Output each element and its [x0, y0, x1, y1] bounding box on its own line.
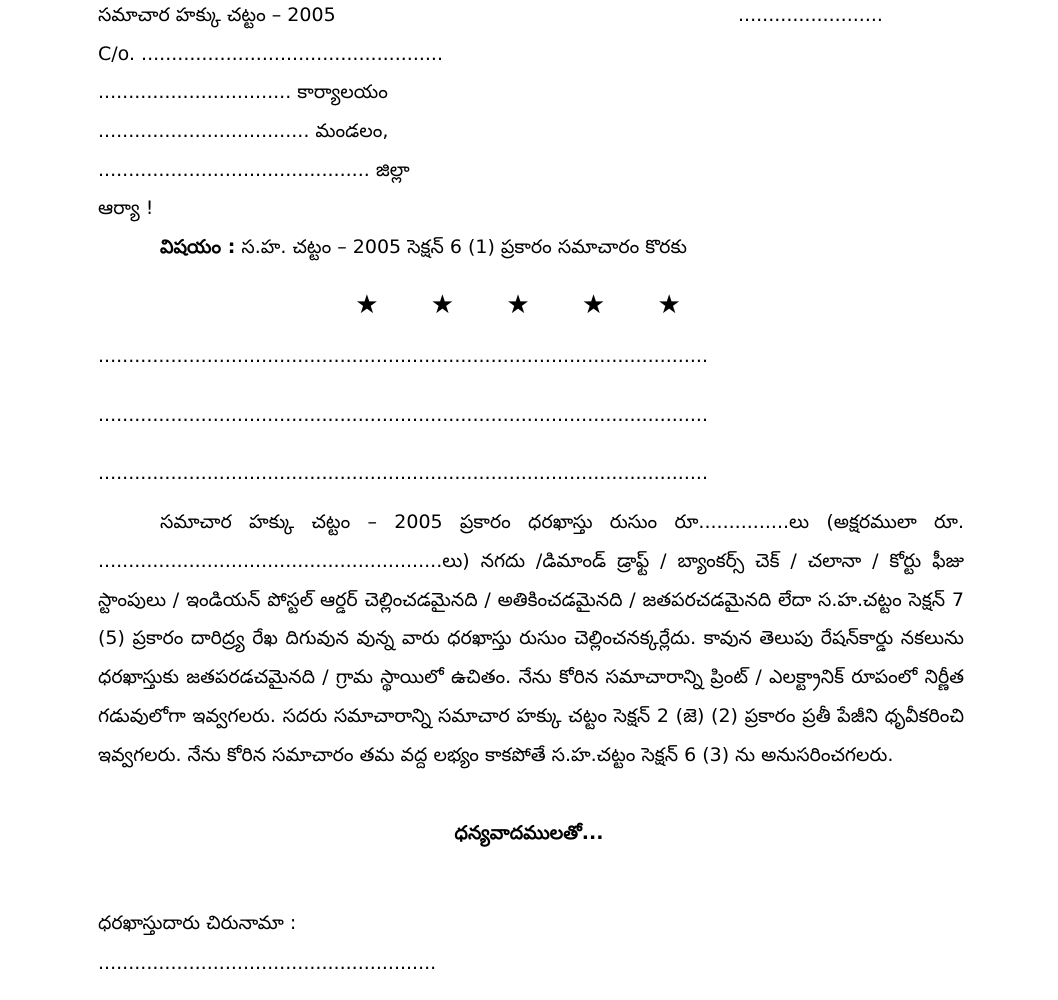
- blank-line: .....................................................................................................: [98, 345, 708, 367]
- blank-line: .....................................................................................................: [98, 404, 708, 426]
- applicant-address-line: ........................................................: [98, 952, 437, 974]
- closing-text: ధన్యవాదములతో...: [454, 822, 604, 844]
- blank-line: .....................................................................................................: [98, 462, 708, 484]
- star-divider: ★ ★ ★ ★ ★: [355, 290, 703, 320]
- salutation: ఆర్యా !: [98, 197, 154, 219]
- subject-text: స.హ. చట్టం – 2005 సెక్షన్ 6 (1) ప్రకారం సమాచారం కొరకు: [241, 236, 687, 258]
- subject-label: విషయం :: [160, 236, 236, 258]
- mandal-line: ................................... మండలం,: [98, 120, 389, 142]
- body-paragraph: [98, 503, 964, 775]
- date-blank: ........................: [738, 4, 883, 26]
- applicant-address-label: ధరఖాస్తుదారు చిరునామా :: [98, 912, 297, 934]
- act-title: సమాచార హక్కు చట్టం – 2005: [98, 4, 336, 26]
- body-paragraph-text: సమాచార హక్కు చట్టం – 2005 ప్రకారం ధరఖాస్తు రుసుం రూ...............లు (అక్షరములా రూ. .........................................................లు) నగదు /డిమాండ్ డ్రాఫ్ట్ / బ్యాంకర్స్ చెక్ / చలానా / కోర్టు ఫీజు స్టాంపులు / ఇండియన్ పోస్టల్ ఆర్డర్ చెల్లించడమైనది / అతికించడమైనది / జతపరచడమైనది లేదా స.హ.చట్టం సెక్షన్ 7 (5) ప్రకారం దారిద్ర్య రేఖ దిగువున వున్న వారు ధరఖాస్తు రుసుం చెల్లించనక్కర్లేదు. కావున తెలుపు రేషన్‌కార్డు నకలును ధరఖాస్తుకు జతపరడచమైనది / గ్రామ స్థాయిలో ఉచితం. నేను కోరిన సమాచారాన్ని ప్రింట్ / ఎలక్ట్రానిక్ రూపంలో నిర్ణీత గడువులోగా ఇవ్వగలరు. సదరు సమాచారాన్ని సమాచార హక్కు చట్టం సెక్షన్ 2 (జె) (2) ప్రకారం ప్రతీ పేజీని ధృవీకరించి ఇవ్వగలరు. నేను కోరిన సమాచారం తమ వద్ద లభ్యం కాకపోతే స.హ.చట్టం సెక్షన్ 6 (3) ను అనుసరించగలరు.: [98, 511, 964, 766]
- district-line: ............................................. జిల్లా: [98, 159, 410, 181]
- care-of-line: C/o. ..................................................: [98, 43, 444, 65]
- office-line: ................................ కార్యాలయం: [98, 81, 388, 103]
- subject-line: [160, 234, 687, 260]
